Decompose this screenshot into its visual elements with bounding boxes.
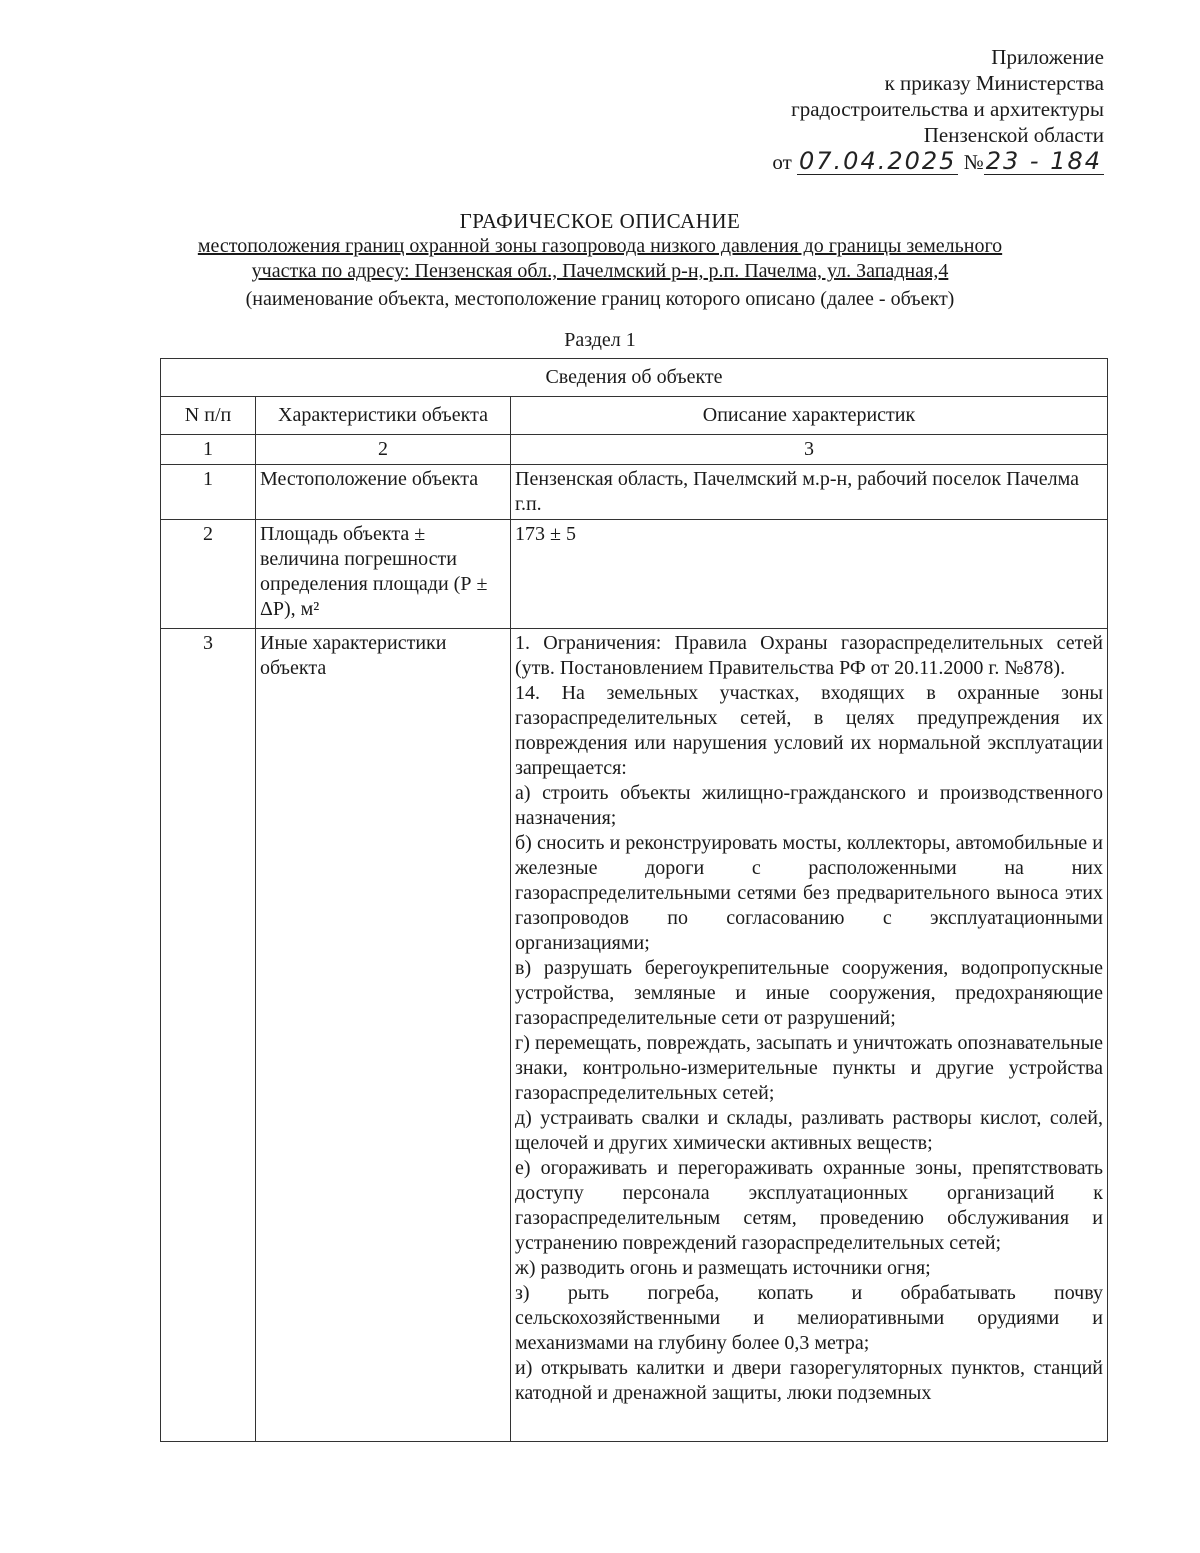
table-row [161,520,1108,629]
column-number: 2 [256,435,511,465]
date-prefix: от [772,150,792,174]
column-header-characteristics: Характеристики объекта [256,397,511,435]
row-description [511,629,1108,1442]
section-label: Раздел 1 [564,329,636,351]
table-header-row [161,397,1108,435]
restriction-paragraph: 14. На земельных участках, входящих в охранные зоны газораспределительных сетей, в целях предупреждения их повреждения или нарушения условий их нормальной эксплуатации запрещается: [515,682,1103,779]
appendix-label: Приложение [991,45,1104,69]
order-label: к приказу Министерства [884,71,1104,95]
restriction-item: е) огораживать и перегораживать охранные зоны, препятствовать доступу персонала эксплуатационных организаций к газораспределительным сетям, проведению обслуживания и устранению повреждений газораспределительных сетей; [515,1157,1103,1254]
row-description: 173 ± 5 [511,520,1108,629]
row-number: 1 [161,465,256,520]
region-label: Пензенской области [923,123,1104,147]
restriction-item: ж) разводить огонь и размещать источники огня; [515,1257,931,1279]
row-characteristic: Площадь объекта ± величина погрешности определения площади (Р ± ΔР), м² [256,520,511,629]
row-number: 3 [161,629,256,1442]
table-caption-row [161,359,1108,397]
order-date-line [772,148,1104,175]
table-row [161,629,1108,1442]
table-row [161,465,1108,520]
restriction-item: г) перемещать, повреждать, засыпать и уничтожать опознавательные знаки, контрольно-измерительные пункты и другие устройства газораспределительных сетей; [515,1032,1103,1104]
column-header-number: N п/п [161,397,256,435]
row-characteristic: Местоположение объекта [256,465,511,520]
column-header-description: Описание характеристик [511,397,1108,435]
number-prefix: № [963,150,984,174]
row-number: 2 [161,520,256,629]
restriction-item: в) разрушать берегоукрепительные сооружения, водопропускные устройства, земляные и иные сооружения, предохраняющие газораспределительные сети от разрушений; [515,957,1103,1029]
document-subtitle-line2: участка по адресу: Пензенская обл., Пачелмский р-н, р.п. Пачелма, ул. Западная,4 [251,260,949,282]
column-number-row [161,435,1108,465]
document-title: ГРАФИЧЕСКОЕ ОПИСАНИЕ [459,209,741,233]
restriction-item: а) строить объекты жилищно-гражданского и производственного назначения; [515,782,1103,829]
order-number: 23 - 184 [985,147,1102,175]
row-description: Пензенская область, Пачелмский м.р-н, рабочий поселок Пачелма г.п. [511,465,1108,520]
document-heading [0,208,1200,352]
column-number: 3 [511,435,1108,465]
appendix-stamp [772,44,1104,175]
document-subtitle-line1: местоположения границ охранной зоны газопровода низкого давления до границы земельного [197,235,1003,257]
table-caption: Сведения об объекте [161,359,1108,397]
restriction-item: б) сносить и реконструировать мосты, коллекторы, автомобильные и железные дороги с расположенными на них газораспределительными сетями без предварительного выноса этих газопроводов по согласованию с эксплуатационными организациями; [515,832,1103,954]
restriction-paragraph: 1. Ограничения: Правила Охраны газораспределительных сетей (утв. Постановлением Правительства РФ от 20.11.2000 г. №878). [515,632,1103,679]
object-info-table [160,358,1108,1442]
restriction-item: д) устраивать свалки и склады, разливать растворы кислот, солей, щелочей и других химически активных веществ; [515,1107,1103,1154]
document-subtitle-note: (наименование объекта, местоположение границ которого описано (далее - объект) [245,288,955,310]
row-characteristic: Иные характеристики объекта [256,629,511,1442]
ministry-label: градостроительства и архитектуры [791,97,1104,121]
restriction-item: и) открывать калитки и двери газорегуляторных пунктов, станций катодной и дренажной защиты, люки подземных [515,1357,1103,1404]
restriction-item: з) рыть погреба, копать и обрабатывать почву сельскохозяйственными и мелиоративными орудиями и механизмами на глубину более 0,3 метра; [515,1282,1103,1354]
order-date: 07.04.2025 [799,147,957,175]
column-number: 1 [161,435,256,465]
